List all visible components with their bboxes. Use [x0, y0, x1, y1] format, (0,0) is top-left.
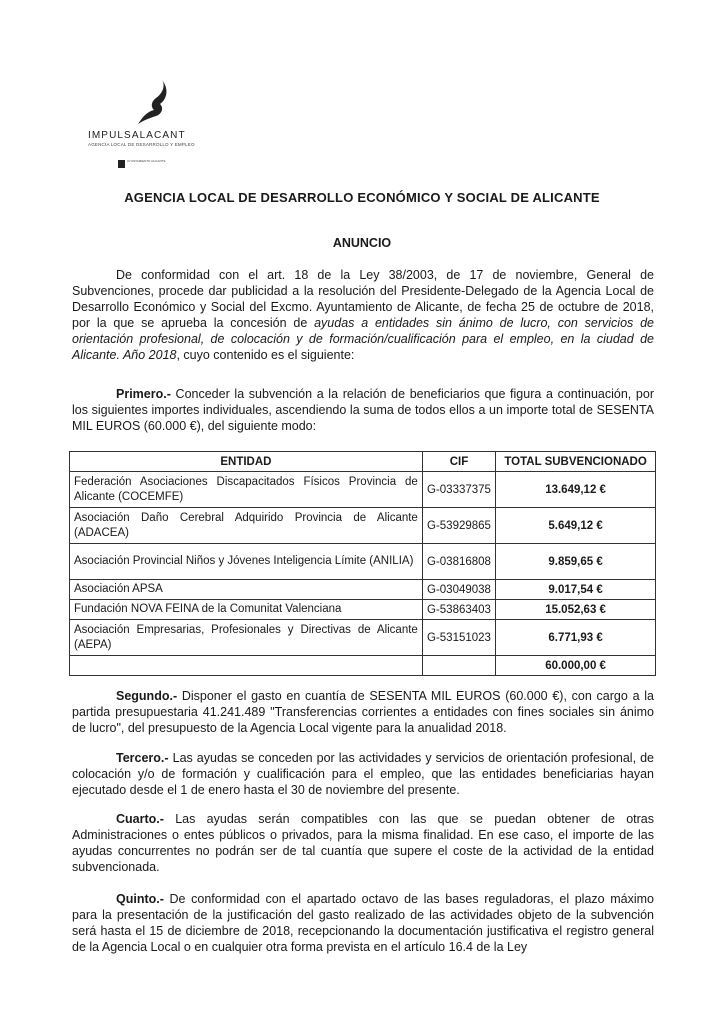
cuarto-label: Cuarto.- [116, 812, 164, 826]
cell-entidad: Asociación Empresarias, Profesionales y Directivas de Alicante (AEPA) [70, 620, 423, 656]
cell-cif: G-53929865 [422, 508, 495, 544]
intro-text: De conformidad con el art. 18 de la Ley 38/2003, de 17 de noviembre, General de Subvenciones, procede dar publicidad a la resolución del Presidente-Delegado de la Agencia Local de Desarrollo Económico y Social del Excmo. Ayuntamiento de Alicante, de fecha 25 de octubre de 2018, por la que se aprueba la concesión de [72, 268, 654, 330]
beneficiaries-table [69, 451, 656, 676]
document-title: AGENCIA LOCAL DE DESARROLLO ECONÓMICO Y SOCIAL DE ALICANTE [124, 190, 600, 205]
cell-empty [422, 656, 495, 676]
document-subtitle: ANUNCIO [332, 236, 392, 250]
cell-total: 9.859,65 € [496, 544, 656, 580]
segundo-text: Disponer el gasto en cuantía de SESENTA MIL EUROS (60.000 €), con cargo a la partida presupuestaria 41.241.489 "Transferencias corrientes a entidades con fines sociales sin ánimo de lucro", del presupuesto de la Agencia Local vigente para la anualidad 2018. [72, 689, 654, 735]
cell-total: 6.771,93 € [496, 620, 656, 656]
tercero-paragraph [72, 750, 654, 798]
intro-end-text: , cuyo contenido es el siguiente: [176, 348, 355, 362]
cell-entidad: Fundación NOVA FEINA de la Comunitat Valenciana [70, 600, 423, 620]
table-header-row [70, 452, 656, 472]
logo-subtitle: AGENCIA LOCAL DE DESARROLLO Y EMPLEO [88, 142, 195, 147]
header-entidad: ENTIDAD [70, 452, 423, 472]
table-row [70, 600, 656, 620]
intro-paragraph [72, 267, 654, 363]
cell-total: 13.649,12 € [496, 472, 656, 508]
tercero-label: Tercero.- [116, 751, 169, 765]
quinto-paragraph [72, 891, 654, 955]
cell-entidad: Asociación Provincial Niños y Jóvenes Inteligencia Límite (ANILIA) [70, 544, 423, 580]
cell-total: 5.649,12 € [496, 508, 656, 544]
cell-cif: G-03816808 [422, 544, 495, 580]
cell-entidad: Federación Asociaciones Discapacitados Físicos Provincia de Alicante (COCEMFE) [70, 472, 423, 508]
ayuntamiento-badge-text: AYUNTAMIENTO ALICANTE [127, 159, 166, 163]
quinto-label: Quinto.- [116, 892, 164, 906]
cell-grand-total: 60.000,00 € [496, 656, 656, 676]
table-row [70, 544, 656, 580]
table-row [70, 472, 656, 508]
cell-cif: G-03337375 [422, 472, 495, 508]
ayuntamiento-shield-icon [118, 160, 125, 168]
cell-entidad: Asociación APSA [70, 580, 423, 600]
logo-name: IMPULSALACANT [88, 130, 186, 141]
cell-entidad: Asociación Daño Cerebral Adquirido Provincia de Alicante (ADACEA) [70, 508, 423, 544]
primero-text: Conceder la subvención a la relación de beneficiarios que figura a continuación, por los siguientes importes individuales, ascendiendo la suma de todos ellos a un importe total de SESENTA MIL EUROS (60.000 €), del siguiente modo: [72, 387, 654, 433]
tercero-text: Las ayudas se conceden por las actividades y servicios de orientación profesional, de colocación y/o de formación y cualificación para el empleo, que las entidades beneficiarias hayan ejecutado desde el 1 de enero hasta el 30 de noviembre del presente. [72, 751, 654, 797]
cuarto-text: Las ayudas serán compatibles con las que se puedan obtener de otras Administraciones o entes públicos o privados, para la misma finalidad. En ese caso, el importe de las ayudas concurrentes no podrán ser de tal cuantía que supere el coste de la actividad de la entidad subvencionada. [72, 812, 654, 874]
intro-italic-text: ayudas a entidades sin ánimo de lucro, con servicios de orientación profesional, de colocación y de formación/cualificación para el empleo, en la ciudad de Alicante. Año 2018 [72, 316, 654, 362]
primero-label: Primero.- [116, 387, 171, 401]
cell-cif: G-53151023 [422, 620, 495, 656]
ayuntamiento-badge [118, 159, 166, 171]
table-total-row [70, 656, 656, 676]
table-row [70, 508, 656, 544]
header-cif: CIF [422, 452, 495, 472]
segundo-paragraph [72, 688, 654, 736]
table-row [70, 620, 656, 656]
quinto-text: De conformidad con el apartado octavo de las bases reguladoras, el plazo máximo para la presentación de la justificación del gasto realizado de las actividades objeto de la subvención será hasta el 15 de diciembre de 2018, recepcionando la documentación justificativa el registro general de la Agencia Local o en cualquier otra forma prevista en el artículo 16.4 de la Ley [72, 892, 654, 954]
cell-total: 15.052,63 € [496, 600, 656, 620]
cuarto-paragraph [72, 811, 654, 875]
cell-empty [70, 656, 423, 676]
table-row [70, 580, 656, 600]
segundo-label: Segundo.- [116, 689, 178, 703]
cell-cif: G-03049038 [422, 580, 495, 600]
header-total: TOTAL SUBVENCIONADO [496, 452, 656, 472]
cell-total: 9.017,54 € [496, 580, 656, 600]
primero-paragraph [72, 386, 654, 434]
cell-cif: G-53863403 [422, 600, 495, 620]
logo-figure-icon [132, 76, 172, 128]
